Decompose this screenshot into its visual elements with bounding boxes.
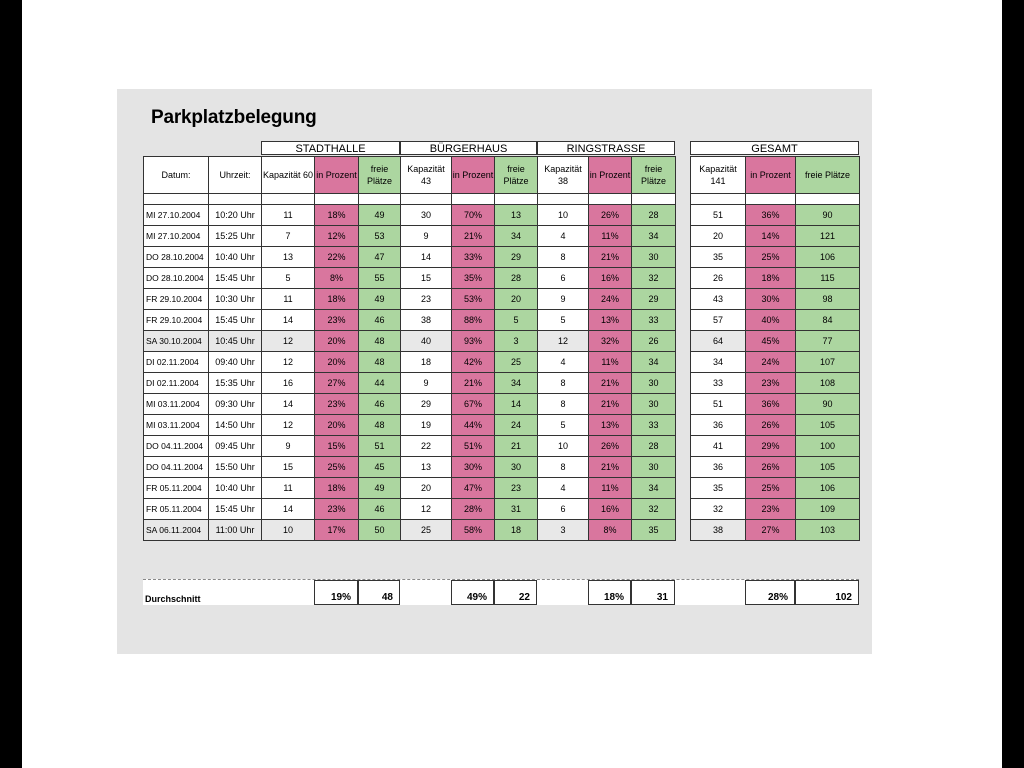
cell-datum: MI 03.11.2004 bbox=[144, 415, 209, 436]
cell-buergerhaus-frei: 13 bbox=[495, 205, 538, 226]
cell-gesamt-kapazitaet: 64 bbox=[691, 331, 746, 352]
cell-stadthalle-prozent: 8% bbox=[315, 268, 359, 289]
cell-stadthalle-prozent: 18% bbox=[315, 205, 359, 226]
cell-buergerhaus-prozent: 58% bbox=[452, 520, 495, 541]
cell-ringstrasse-frei: 34 bbox=[632, 352, 676, 373]
cell-stadthalle-frei: 46 bbox=[359, 394, 401, 415]
cell-gesamt-kapazitaet: 32 bbox=[691, 499, 746, 520]
cell-ringstrasse-prozent: 13% bbox=[589, 415, 632, 436]
cell-ringstrasse-kapazitaet: 8 bbox=[538, 394, 589, 415]
column-gap bbox=[676, 478, 691, 499]
cell-ringstrasse-kapazitaet: 6 bbox=[538, 268, 589, 289]
cell-stadthalle-frei: 46 bbox=[359, 310, 401, 331]
avg-stadthalle-frei: 48 bbox=[358, 580, 400, 605]
cell-buergerhaus-prozent: 42% bbox=[452, 352, 495, 373]
cell-buergerhaus-kapazitaet: 14 bbox=[401, 247, 452, 268]
cell-gesamt-frei: 121 bbox=[796, 226, 860, 247]
cell-stadthalle-frei: 49 bbox=[359, 289, 401, 310]
table-row bbox=[144, 478, 860, 499]
cell-gesamt-kapazitaet: 26 bbox=[691, 268, 746, 289]
cell-ringstrasse-kapazitaet: 10 bbox=[538, 436, 589, 457]
cell-datum: MI 27.10.2004 bbox=[144, 226, 209, 247]
cell-uhrzeit: 10:20 Uhr bbox=[209, 205, 262, 226]
cell-gesamt-frei: 108 bbox=[796, 373, 860, 394]
header-buergerhaus-prozent: in Prozent bbox=[452, 157, 495, 194]
column-gap bbox=[676, 373, 691, 394]
cell-ringstrasse-frei: 33 bbox=[632, 415, 676, 436]
cell-buergerhaus-prozent: 21% bbox=[452, 226, 495, 247]
cell-datum: DI 02.11.2004 bbox=[144, 352, 209, 373]
table-row bbox=[144, 373, 860, 394]
cell-stadthalle-prozent: 23% bbox=[315, 310, 359, 331]
column-header-row bbox=[144, 157, 860, 194]
cell-ringstrasse-frei: 30 bbox=[632, 373, 676, 394]
cell-ringstrasse-prozent: 11% bbox=[589, 226, 632, 247]
spreadsheet-panel bbox=[117, 89, 872, 654]
cell-datum: DI 02.11.2004 bbox=[144, 373, 209, 394]
cell-stadthalle-kapazitaet: 12 bbox=[262, 331, 315, 352]
header-gesamt-frei: freie Plätze bbox=[796, 157, 860, 194]
table-row bbox=[144, 268, 860, 289]
avg-ringstrasse-frei: 31 bbox=[631, 580, 675, 605]
cell-gesamt-kapazitaet: 38 bbox=[691, 520, 746, 541]
cell-buergerhaus-prozent: 21% bbox=[452, 373, 495, 394]
header-datum: Datum: bbox=[144, 157, 209, 194]
cell-gesamt-prozent: 36% bbox=[746, 205, 796, 226]
average-row bbox=[143, 579, 859, 605]
column-gap bbox=[676, 520, 691, 541]
cell-buergerhaus-frei: 31 bbox=[495, 499, 538, 520]
spacer-row bbox=[144, 194, 860, 205]
column-gap bbox=[676, 457, 691, 478]
table-row bbox=[144, 247, 860, 268]
page-title: Parkplatzbelegung bbox=[151, 107, 317, 128]
cell-buergerhaus-prozent: 35% bbox=[452, 268, 495, 289]
occupancy-table bbox=[143, 156, 860, 541]
group-header-stadthalle: STADTHALLE bbox=[261, 141, 400, 155]
cell-stadthalle-kapazitaet: 11 bbox=[262, 478, 315, 499]
cell-ringstrasse-frei: 33 bbox=[632, 310, 676, 331]
cell-buergerhaus-kapazitaet: 22 bbox=[401, 436, 452, 457]
cell-ringstrasse-kapazitaet: 6 bbox=[538, 499, 589, 520]
cell-uhrzeit: 10:45 Uhr bbox=[209, 331, 262, 352]
cell-ringstrasse-frei: 34 bbox=[632, 226, 676, 247]
cell-gesamt-prozent: 23% bbox=[746, 373, 796, 394]
cell-buergerhaus-kapazitaet: 9 bbox=[401, 373, 452, 394]
header-stadthalle-prozent: in Prozent bbox=[315, 157, 359, 194]
cell-buergerhaus-kapazitaet: 23 bbox=[401, 289, 452, 310]
cell-gesamt-prozent: 26% bbox=[746, 457, 796, 478]
column-gap bbox=[676, 247, 691, 268]
cell-buergerhaus-frei: 28 bbox=[495, 268, 538, 289]
cell-ringstrasse-kapazitaet: 8 bbox=[538, 457, 589, 478]
cell-stadthalle-frei: 51 bbox=[359, 436, 401, 457]
cell-uhrzeit: 15:35 Uhr bbox=[209, 373, 262, 394]
cell-gesamt-kapazitaet: 51 bbox=[691, 394, 746, 415]
cell-stadthalle-kapazitaet: 10 bbox=[262, 520, 315, 541]
cell-stadthalle-prozent: 18% bbox=[315, 289, 359, 310]
header-gesamt-kapazitaet: Kapazität 141 bbox=[691, 157, 746, 194]
cell-buergerhaus-frei: 5 bbox=[495, 310, 538, 331]
cell-ringstrasse-prozent: 21% bbox=[589, 457, 632, 478]
cell-ringstrasse-prozent: 21% bbox=[589, 373, 632, 394]
cell-datum: FR 05.11.2004 bbox=[144, 478, 209, 499]
cell-datum: FR 29.10.2004 bbox=[144, 310, 209, 331]
cell-stadthalle-frei: 48 bbox=[359, 331, 401, 352]
table-row bbox=[144, 331, 860, 352]
cell-buergerhaus-prozent: 30% bbox=[452, 457, 495, 478]
cell-stadthalle-kapazitaet: 7 bbox=[262, 226, 315, 247]
header-buergerhaus-kapazitaet: Kapazität 43 bbox=[401, 157, 452, 194]
cell-uhrzeit: 09:30 Uhr bbox=[209, 394, 262, 415]
cell-gesamt-prozent: 40% bbox=[746, 310, 796, 331]
cell-buergerhaus-frei: 3 bbox=[495, 331, 538, 352]
cell-uhrzeit: 11:00 Uhr bbox=[209, 520, 262, 541]
cell-gesamt-frei: 106 bbox=[796, 478, 860, 499]
avg-gesamt-frei: 102 bbox=[795, 580, 859, 605]
cell-gesamt-frei: 100 bbox=[796, 436, 860, 457]
cell-stadthalle-kapazitaet: 9 bbox=[262, 436, 315, 457]
table-row bbox=[144, 415, 860, 436]
cell-stadthalle-frei: 55 bbox=[359, 268, 401, 289]
cell-stadthalle-frei: 48 bbox=[359, 415, 401, 436]
cell-uhrzeit: 09:40 Uhr bbox=[209, 352, 262, 373]
group-header-ringstrasse: RINGSTRASSE bbox=[537, 141, 675, 155]
cell-buergerhaus-frei: 30 bbox=[495, 457, 538, 478]
cell-ringstrasse-frei: 26 bbox=[632, 331, 676, 352]
cell-stadthalle-frei: 45 bbox=[359, 457, 401, 478]
cell-buergerhaus-frei: 21 bbox=[495, 436, 538, 457]
cell-stadthalle-prozent: 27% bbox=[315, 373, 359, 394]
cell-ringstrasse-prozent: 11% bbox=[589, 478, 632, 499]
cell-ringstrasse-kapazitaet: 8 bbox=[538, 247, 589, 268]
cell-buergerhaus-prozent: 33% bbox=[452, 247, 495, 268]
table-row bbox=[144, 394, 860, 415]
header-ringstrasse-kapazitaet: Kapazität 38 bbox=[538, 157, 589, 194]
cell-gesamt-kapazitaet: 35 bbox=[691, 478, 746, 499]
cell-buergerhaus-kapazitaet: 15 bbox=[401, 268, 452, 289]
avg-buergerhaus-prozent: 49% bbox=[451, 580, 494, 605]
cell-buergerhaus-prozent: 51% bbox=[452, 436, 495, 457]
header-stadthalle-kapazitaet: Kapazität 60 bbox=[262, 157, 315, 194]
cell-ringstrasse-prozent: 16% bbox=[589, 499, 632, 520]
cell-gesamt-prozent: 36% bbox=[746, 394, 796, 415]
table-row bbox=[144, 310, 860, 331]
cell-stadthalle-prozent: 18% bbox=[315, 478, 359, 499]
cell-buergerhaus-frei: 34 bbox=[495, 373, 538, 394]
cell-uhrzeit: 15:45 Uhr bbox=[209, 310, 262, 331]
cell-ringstrasse-kapazitaet: 5 bbox=[538, 310, 589, 331]
cell-buergerhaus-frei: 20 bbox=[495, 289, 538, 310]
column-gap bbox=[676, 205, 691, 226]
cell-gesamt-kapazitaet: 41 bbox=[691, 436, 746, 457]
cell-gesamt-prozent: 29% bbox=[746, 436, 796, 457]
cell-stadthalle-frei: 46 bbox=[359, 499, 401, 520]
cell-datum: SA 30.10.2004 bbox=[144, 331, 209, 352]
column-gap bbox=[676, 394, 691, 415]
cell-gesamt-frei: 84 bbox=[796, 310, 860, 331]
cell-buergerhaus-prozent: 70% bbox=[452, 205, 495, 226]
cell-gesamt-kapazitaet: 36 bbox=[691, 457, 746, 478]
cell-stadthalle-prozent: 25% bbox=[315, 457, 359, 478]
cell-gesamt-prozent: 45% bbox=[746, 331, 796, 352]
cell-stadthalle-kapazitaet: 5 bbox=[262, 268, 315, 289]
cell-gesamt-prozent: 30% bbox=[746, 289, 796, 310]
cell-buergerhaus-frei: 25 bbox=[495, 352, 538, 373]
cell-uhrzeit: 15:25 Uhr bbox=[209, 226, 262, 247]
cell-ringstrasse-frei: 32 bbox=[632, 499, 676, 520]
cell-ringstrasse-kapazitaet: 8 bbox=[538, 373, 589, 394]
cell-stadthalle-prozent: 20% bbox=[315, 331, 359, 352]
cell-buergerhaus-frei: 18 bbox=[495, 520, 538, 541]
table-row bbox=[144, 205, 860, 226]
cell-datum: FR 29.10.2004 bbox=[144, 289, 209, 310]
cell-ringstrasse-prozent: 13% bbox=[589, 310, 632, 331]
cell-gesamt-frei: 103 bbox=[796, 520, 860, 541]
cell-ringstrasse-frei: 28 bbox=[632, 205, 676, 226]
cell-gesamt-prozent: 14% bbox=[746, 226, 796, 247]
cell-gesamt-frei: 107 bbox=[796, 352, 860, 373]
cell-stadthalle-kapazitaet: 11 bbox=[262, 289, 315, 310]
header-ringstrasse-frei: freie Plätze bbox=[632, 157, 676, 194]
cell-ringstrasse-prozent: 16% bbox=[589, 268, 632, 289]
cell-datum: SA 06.11.2004 bbox=[144, 520, 209, 541]
slide bbox=[22, 0, 1002, 768]
cell-gesamt-frei: 115 bbox=[796, 268, 860, 289]
cell-gesamt-prozent: 25% bbox=[746, 478, 796, 499]
cell-stadthalle-kapazitaet: 12 bbox=[262, 415, 315, 436]
cell-buergerhaus-frei: 14 bbox=[495, 394, 538, 415]
cell-gesamt-kapazitaet: 20 bbox=[691, 226, 746, 247]
cell-stadthalle-prozent: 20% bbox=[315, 352, 359, 373]
cell-uhrzeit: 10:40 Uhr bbox=[209, 247, 262, 268]
cell-buergerhaus-prozent: 53% bbox=[452, 289, 495, 310]
group-header-buergerhaus: BÜRGERHAUS bbox=[400, 141, 537, 155]
cell-stadthalle-prozent: 15% bbox=[315, 436, 359, 457]
header-gesamt-prozent: in Prozent bbox=[746, 157, 796, 194]
cell-buergerhaus-prozent: 47% bbox=[452, 478, 495, 499]
cell-ringstrasse-prozent: 26% bbox=[589, 436, 632, 457]
cell-ringstrasse-frei: 35 bbox=[632, 520, 676, 541]
cell-stadthalle-frei: 44 bbox=[359, 373, 401, 394]
cell-buergerhaus-kapazitaet: 38 bbox=[401, 310, 452, 331]
cell-uhrzeit: 15:45 Uhr bbox=[209, 499, 262, 520]
cell-gesamt-frei: 105 bbox=[796, 457, 860, 478]
cell-buergerhaus-frei: 34 bbox=[495, 226, 538, 247]
cell-ringstrasse-frei: 28 bbox=[632, 436, 676, 457]
cell-ringstrasse-prozent: 24% bbox=[589, 289, 632, 310]
table-row bbox=[144, 520, 860, 541]
cell-ringstrasse-prozent: 21% bbox=[589, 247, 632, 268]
cell-buergerhaus-prozent: 93% bbox=[452, 331, 495, 352]
cell-gesamt-frei: 90 bbox=[796, 205, 860, 226]
column-gap bbox=[676, 415, 691, 436]
cell-stadthalle-frei: 49 bbox=[359, 205, 401, 226]
group-header-gesamt: GESAMT bbox=[690, 141, 859, 155]
cell-ringstrasse-kapazitaet: 12 bbox=[538, 331, 589, 352]
table-row bbox=[144, 289, 860, 310]
cell-buergerhaus-kapazitaet: 40 bbox=[401, 331, 452, 352]
cell-gesamt-frei: 77 bbox=[796, 331, 860, 352]
cell-stadthalle-frei: 48 bbox=[359, 352, 401, 373]
avg-ringstrasse-prozent: 18% bbox=[588, 580, 631, 605]
cell-ringstrasse-kapazitaet: 4 bbox=[538, 478, 589, 499]
cell-ringstrasse-prozent: 8% bbox=[589, 520, 632, 541]
column-gap bbox=[676, 268, 691, 289]
cell-ringstrasse-frei: 30 bbox=[632, 394, 676, 415]
cell-gesamt-kapazitaet: 57 bbox=[691, 310, 746, 331]
average-label: Durchschnitt bbox=[145, 594, 201, 604]
cell-ringstrasse-kapazitaet: 4 bbox=[538, 226, 589, 247]
cell-buergerhaus-kapazitaet: 29 bbox=[401, 394, 452, 415]
cell-stadthalle-prozent: 12% bbox=[315, 226, 359, 247]
cell-stadthalle-prozent: 23% bbox=[315, 394, 359, 415]
cell-gesamt-prozent: 18% bbox=[746, 268, 796, 289]
column-gap bbox=[676, 331, 691, 352]
cell-stadthalle-frei: 49 bbox=[359, 478, 401, 499]
header-ringstrasse-prozent: in Prozent bbox=[589, 157, 632, 194]
cell-buergerhaus-frei: 29 bbox=[495, 247, 538, 268]
cell-stadthalle-frei: 53 bbox=[359, 226, 401, 247]
avg-buergerhaus-frei: 22 bbox=[494, 580, 537, 605]
cell-stadthalle-kapazitaet: 14 bbox=[262, 499, 315, 520]
cell-gesamt-kapazitaet: 43 bbox=[691, 289, 746, 310]
cell-gesamt-frei: 90 bbox=[796, 394, 860, 415]
cell-datum: MI 27.10.2004 bbox=[144, 205, 209, 226]
table-row bbox=[144, 226, 860, 247]
cell-buergerhaus-kapazitaet: 18 bbox=[401, 352, 452, 373]
cell-gesamt-kapazitaet: 35 bbox=[691, 247, 746, 268]
cell-gesamt-frei: 98 bbox=[796, 289, 860, 310]
cell-buergerhaus-prozent: 88% bbox=[452, 310, 495, 331]
cell-gesamt-kapazitaet: 34 bbox=[691, 352, 746, 373]
cell-ringstrasse-frei: 34 bbox=[632, 478, 676, 499]
cell-gesamt-prozent: 25% bbox=[746, 247, 796, 268]
cell-datum: FR 05.11.2004 bbox=[144, 499, 209, 520]
cell-stadthalle-prozent: 23% bbox=[315, 499, 359, 520]
cell-stadthalle-kapazitaet: 12 bbox=[262, 352, 315, 373]
cell-buergerhaus-frei: 24 bbox=[495, 415, 538, 436]
column-gap bbox=[676, 499, 691, 520]
cell-stadthalle-prozent: 20% bbox=[315, 415, 359, 436]
cell-ringstrasse-frei: 30 bbox=[632, 247, 676, 268]
column-gap bbox=[676, 352, 691, 373]
table-row bbox=[144, 352, 860, 373]
table-row bbox=[144, 457, 860, 478]
cell-uhrzeit: 15:50 Uhr bbox=[209, 457, 262, 478]
cell-gesamt-prozent: 24% bbox=[746, 352, 796, 373]
cell-stadthalle-kapazitaet: 13 bbox=[262, 247, 315, 268]
cell-ringstrasse-frei: 30 bbox=[632, 457, 676, 478]
column-gap bbox=[676, 436, 691, 457]
cell-uhrzeit: 14:50 Uhr bbox=[209, 415, 262, 436]
column-gap bbox=[676, 157, 691, 194]
column-gap bbox=[676, 289, 691, 310]
cell-buergerhaus-frei: 23 bbox=[495, 478, 538, 499]
cell-gesamt-kapazitaet: 51 bbox=[691, 205, 746, 226]
cell-stadthalle-kapazitaet: 11 bbox=[262, 205, 315, 226]
cell-buergerhaus-kapazitaet: 30 bbox=[401, 205, 452, 226]
cell-datum: DO 04.11.2004 bbox=[144, 457, 209, 478]
avg-gesamt-prozent: 28% bbox=[745, 580, 795, 605]
cell-datum: DO 28.10.2004 bbox=[144, 268, 209, 289]
cell-uhrzeit: 15:45 Uhr bbox=[209, 268, 262, 289]
cell-uhrzeit: 09:45 Uhr bbox=[209, 436, 262, 457]
cell-datum: DO 28.10.2004 bbox=[144, 247, 209, 268]
cell-ringstrasse-prozent: 11% bbox=[589, 352, 632, 373]
cell-ringstrasse-kapazitaet: 3 bbox=[538, 520, 589, 541]
cell-ringstrasse-kapazitaet: 9 bbox=[538, 289, 589, 310]
avg-stadthalle-prozent: 19% bbox=[314, 580, 358, 605]
cell-datum: DO 04.11.2004 bbox=[144, 436, 209, 457]
cell-ringstrasse-prozent: 32% bbox=[589, 331, 632, 352]
cell-ringstrasse-frei: 32 bbox=[632, 268, 676, 289]
cell-buergerhaus-kapazitaet: 12 bbox=[401, 499, 452, 520]
header-uhrzeit: Uhrzeit: bbox=[209, 157, 262, 194]
cell-datum: MI 03.11.2004 bbox=[144, 394, 209, 415]
column-gap bbox=[676, 226, 691, 247]
cell-gesamt-prozent: 23% bbox=[746, 499, 796, 520]
cell-gesamt-prozent: 26% bbox=[746, 415, 796, 436]
cell-ringstrasse-kapazitaet: 4 bbox=[538, 352, 589, 373]
cell-stadthalle-prozent: 22% bbox=[315, 247, 359, 268]
cell-buergerhaus-kapazitaet: 19 bbox=[401, 415, 452, 436]
cell-buergerhaus-kapazitaet: 20 bbox=[401, 478, 452, 499]
cell-stadthalle-prozent: 17% bbox=[315, 520, 359, 541]
header-buergerhaus-frei: freie Plätze bbox=[495, 157, 538, 194]
cell-ringstrasse-prozent: 26% bbox=[589, 205, 632, 226]
cell-buergerhaus-prozent: 67% bbox=[452, 394, 495, 415]
cell-buergerhaus-kapazitaet: 25 bbox=[401, 520, 452, 541]
cell-gesamt-kapazitaet: 33 bbox=[691, 373, 746, 394]
cell-ringstrasse-frei: 29 bbox=[632, 289, 676, 310]
cell-ringstrasse-kapazitaet: 10 bbox=[538, 205, 589, 226]
cell-stadthalle-frei: 47 bbox=[359, 247, 401, 268]
column-gap bbox=[676, 310, 691, 331]
cell-gesamt-frei: 106 bbox=[796, 247, 860, 268]
cell-uhrzeit: 10:40 Uhr bbox=[209, 478, 262, 499]
header-stadthalle-frei: freie Plätze bbox=[359, 157, 401, 194]
cell-stadthalle-frei: 50 bbox=[359, 520, 401, 541]
cell-gesamt-frei: 105 bbox=[796, 415, 860, 436]
cell-buergerhaus-kapazitaet: 9 bbox=[401, 226, 452, 247]
cell-buergerhaus-prozent: 28% bbox=[452, 499, 495, 520]
cell-ringstrasse-kapazitaet: 5 bbox=[538, 415, 589, 436]
cell-ringstrasse-prozent: 21% bbox=[589, 394, 632, 415]
table-row bbox=[144, 436, 860, 457]
cell-uhrzeit: 10:30 Uhr bbox=[209, 289, 262, 310]
cell-buergerhaus-prozent: 44% bbox=[452, 415, 495, 436]
cell-stadthalle-kapazitaet: 16 bbox=[262, 373, 315, 394]
cell-gesamt-prozent: 27% bbox=[746, 520, 796, 541]
cell-buergerhaus-kapazitaet: 13 bbox=[401, 457, 452, 478]
cell-stadthalle-kapazitaet: 14 bbox=[262, 394, 315, 415]
table-row bbox=[144, 499, 860, 520]
cell-gesamt-frei: 109 bbox=[796, 499, 860, 520]
cell-gesamt-kapazitaet: 36 bbox=[691, 415, 746, 436]
cell-stadthalle-kapazitaet: 14 bbox=[262, 310, 315, 331]
cell-stadthalle-kapazitaet: 15 bbox=[262, 457, 315, 478]
